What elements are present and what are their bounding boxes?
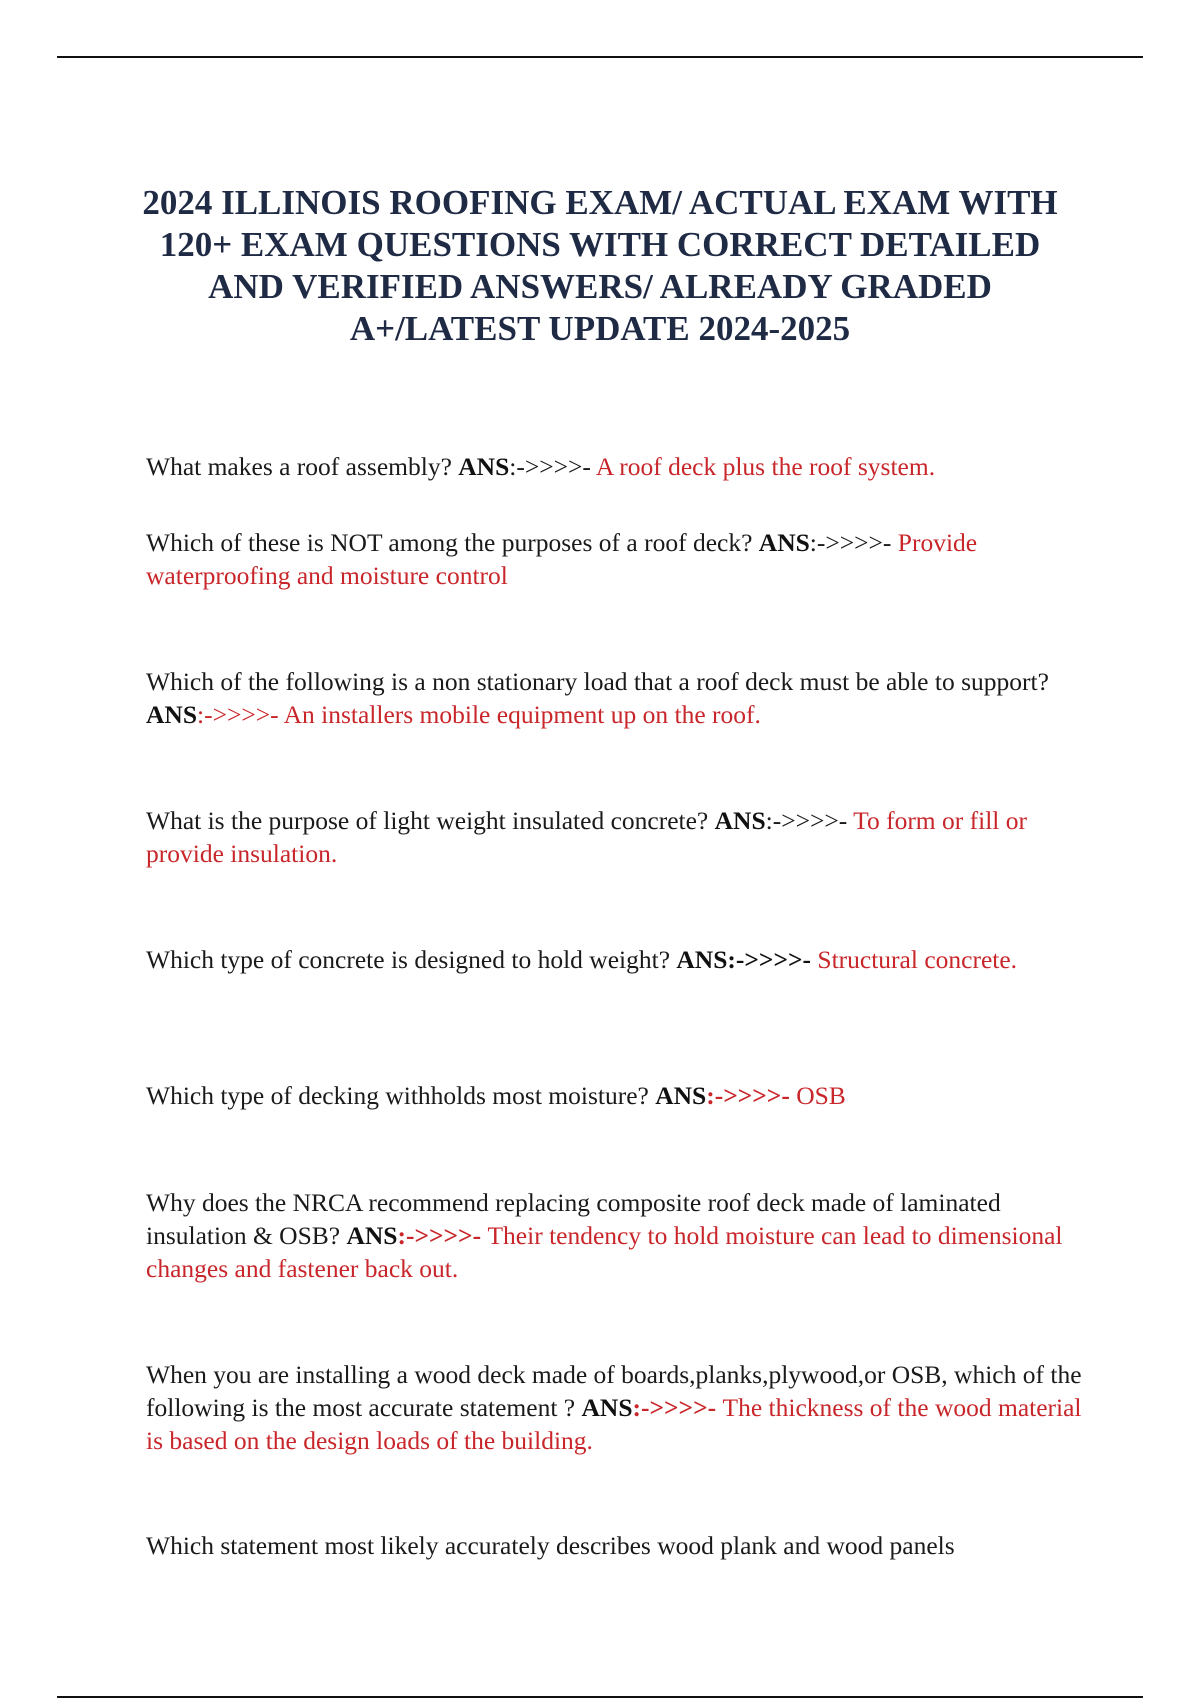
answer-text: To form or fill or provide insulation. <box>146 806 1027 868</box>
qa-item-8 <box>146 1358 1086 1457</box>
ans-label: ANS <box>581 1393 633 1422</box>
answer-text: An installers mobile equipment up on the roof. <box>283 700 761 729</box>
ans-arrow: :->>>>- <box>397 1221 488 1250</box>
top-rule <box>57 56 1143 58</box>
ans-arrow: :->>>>- <box>632 1393 723 1422</box>
qa-item-1 <box>146 450 1086 483</box>
answer-text: Structural concrete. <box>817 945 1018 974</box>
ans-label: ANS <box>758 528 810 557</box>
answer-text: The thickness of the wood material is based on the design loads of the building. <box>146 1393 1082 1455</box>
qa-item-3 <box>146 665 1086 731</box>
ans-arrow: :->>>>- <box>706 1081 797 1110</box>
answer-text: Provide waterproofing and moisture control <box>146 528 978 590</box>
question-text: Which statement most likely accurately describes wood plank and wood panels <box>146 1531 955 1560</box>
qa-item-5 <box>146 943 1086 976</box>
ans-arrow: :->>>>- <box>765 806 854 835</box>
ans-arrow: :->>>>- <box>509 452 596 481</box>
ans-label: ANS <box>346 1221 398 1250</box>
question-text: What makes a roof assembly? <box>146 452 459 481</box>
question-text: Why does the NRCA recommend replacing composite roof deck made of laminated insulation & OSB? <box>146 1188 1001 1250</box>
ans-label: ANS <box>714 806 766 835</box>
qa-item-7 <box>146 1186 1086 1285</box>
ans-label: ANS <box>458 452 510 481</box>
question-text: What is the purpose of light weight insulated concrete? <box>146 806 715 835</box>
document-title: 2024 ILLINOIS ROOFING EXAM/ ACTUAL EXAM WITH 120+ EXAM QUESTIONS WITH CORRECT DETAILED AND VERIFIED ANSWERS/ ALREADY GRADED A+/LATEST UPDATE 2024-2025 <box>142 183 1058 348</box>
answer-text: Their tendency to hold moisture can lead to dimensional changes and fastener back out. <box>146 1221 1063 1283</box>
qa-item-2 <box>146 526 1086 592</box>
question-text: Which of the following is a non stationary load that a roof deck must be able to support? <box>146 667 1049 696</box>
ans-label: ANS <box>146 700 198 729</box>
qa-item-4 <box>146 804 1086 870</box>
qa-item-6 <box>146 1079 1086 1112</box>
question-text: Which type of decking withholds most moisture? <box>146 1081 656 1110</box>
ans-arrow: :->>>>- <box>727 945 818 974</box>
bottom-rule <box>57 1696 1143 1698</box>
answer-text: A roof deck plus the roof system. <box>595 452 936 481</box>
question-text: Which of these is NOT among the purposes of a roof deck? <box>146 528 759 557</box>
ans-label: ANS <box>655 1081 707 1110</box>
ans-arrow: :->>>>- <box>197 700 284 729</box>
ans-label: ANS <box>676 945 728 974</box>
qa-item-9 <box>146 1529 1086 1562</box>
answer-text: OSB <box>796 1081 846 1110</box>
question-text: Which type of concrete is designed to hold weight? <box>146 945 677 974</box>
question-text: When you are installing a wood deck made of boards,planks,plywood,or OSB, which of the following is the most accurate statement ? <box>146 1360 1082 1422</box>
ans-arrow: :->>>>- <box>809 528 898 557</box>
